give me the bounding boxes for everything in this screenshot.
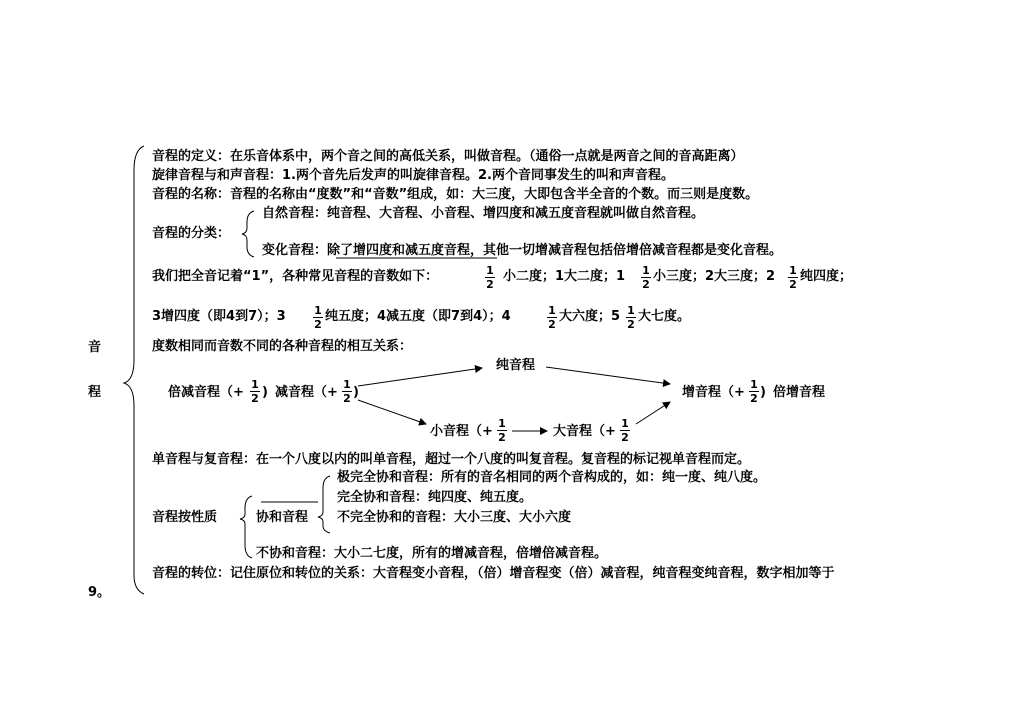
simple-compound-line: 单音程与复音程：在一个八度以内的叫单音程，超过一个八度的叫复音程。复音程的标记视单音程而定。 [152, 452, 751, 467]
main-brace [124, 146, 144, 594]
classification-label: 音程的分类： [152, 226, 231, 241]
relation-title: 度数相同而音数不同的各种音程的相互关系： [152, 339, 413, 354]
fraction-half: 1 2 [314, 304, 322, 331]
counts-2d: 大七度。 [638, 309, 691, 324]
natural-interval-text: 自然音程：纯音程、大音程、小音程、增四度和减五度音程就叫做自然音程。 [262, 206, 705, 221]
counts-2c: 大六度；5 [559, 309, 621, 324]
arrow-dim-to-minor [358, 400, 426, 424]
imperfect-consonant: 不完全协和的音程：大小三度、大小六度 [337, 510, 572, 525]
fraction-half: 1 2 [789, 264, 797, 291]
doubly-diminished-label: 倍减音程（+ [168, 385, 244, 400]
close-paren: ) [262, 385, 268, 400]
fraction-half: 1 2 [486, 264, 494, 291]
fraction-half: 1 2 [627, 304, 635, 331]
diminished-label: 减音程（+ [275, 385, 338, 400]
fraction-half: 1 2 [251, 378, 259, 405]
fraction-half: 1 2 [343, 378, 351, 405]
major-label: 大音程（+ [553, 424, 616, 439]
close-paren: ) [760, 385, 766, 400]
arrow-dim-to-perfect [358, 368, 482, 386]
altered-interval-text: 变化音程：除了增四度和减五度音程，其他一切增减音程包括倍增倍减音程都是变化音程。 [262, 243, 783, 258]
most-perfect-consonant: 极完全协和音程：所有的音名相同的两个音构成的，如：纯一度、纯八度。 [337, 470, 767, 485]
close-paren: ) [353, 385, 359, 400]
consonant-brace [318, 476, 330, 533]
melodic-harmonic-line: 旋律音程与和声音程：1.两个音先后发声的叫旋律音程。2.两个音同事发生的叫和声音程。 [152, 168, 674, 183]
side-char-2: 程 [88, 385, 102, 400]
counts-1b: 小三度；2大三度；2 [653, 269, 776, 284]
dissonant-interval: 不协和音程：大小二七度，所有的增减音程，倍增倍减音程。 [256, 546, 608, 561]
doubly-augmented-label: 倍增音程 [773, 385, 826, 400]
counts-intro: 我们把全音记着“1”，各种常见音程的音数如下： [152, 269, 439, 284]
page-footnote: 9。 [88, 585, 111, 600]
augmented-label: 增音程（+ [682, 385, 745, 400]
counts-1a: 小二度；1大二度；1 [503, 269, 626, 284]
perfect-label: 纯音程 [496, 358, 536, 373]
definition-line: 音程的定义：在乐音体系中，两个音之间的高低关系，叫做音程。（通俗一点就是两音之间的音高距离） [152, 149, 744, 164]
fraction-half: 1 2 [498, 417, 506, 444]
quality-brace [240, 496, 252, 558]
side-char-1: 音 [88, 340, 102, 355]
counts-2b: 纯五度；4减五度（即7到4）；4 [325, 309, 511, 324]
classification-brace [242, 211, 254, 257]
fraction-half: 1 2 [548, 304, 556, 331]
arrow-major-to-aug [636, 402, 670, 424]
quality-label: 音程按性质 [152, 510, 218, 525]
perfect-consonant: 完全协和音程：纯四度、纯五度。 [337, 490, 533, 505]
counts-2a: 3增四度（即4到7）；3 [152, 309, 286, 324]
inversion-line: 音程的转位：记住原位和转位的关系：大音程变小音程，（倍）增音程变（倍）减音程，纯音程变纯音程，数字相加等于 [152, 566, 835, 581]
arrow-perfect-to-aug [546, 367, 670, 384]
counts-1c: 纯四度； [800, 269, 853, 284]
consonant-label: 协和音程 [256, 510, 309, 525]
fraction-half: 1 2 [621, 417, 629, 444]
fraction-half: 1 2 [642, 264, 650, 291]
name-line: 音程的名称：音程的名称由“度数”和“音数”组成，如：大三度，大即包含半全音的个数。而三则是度数。 [152, 187, 759, 202]
minor-label: 小音程（+ [430, 424, 493, 439]
fraction-half: 1 2 [750, 378, 758, 405]
